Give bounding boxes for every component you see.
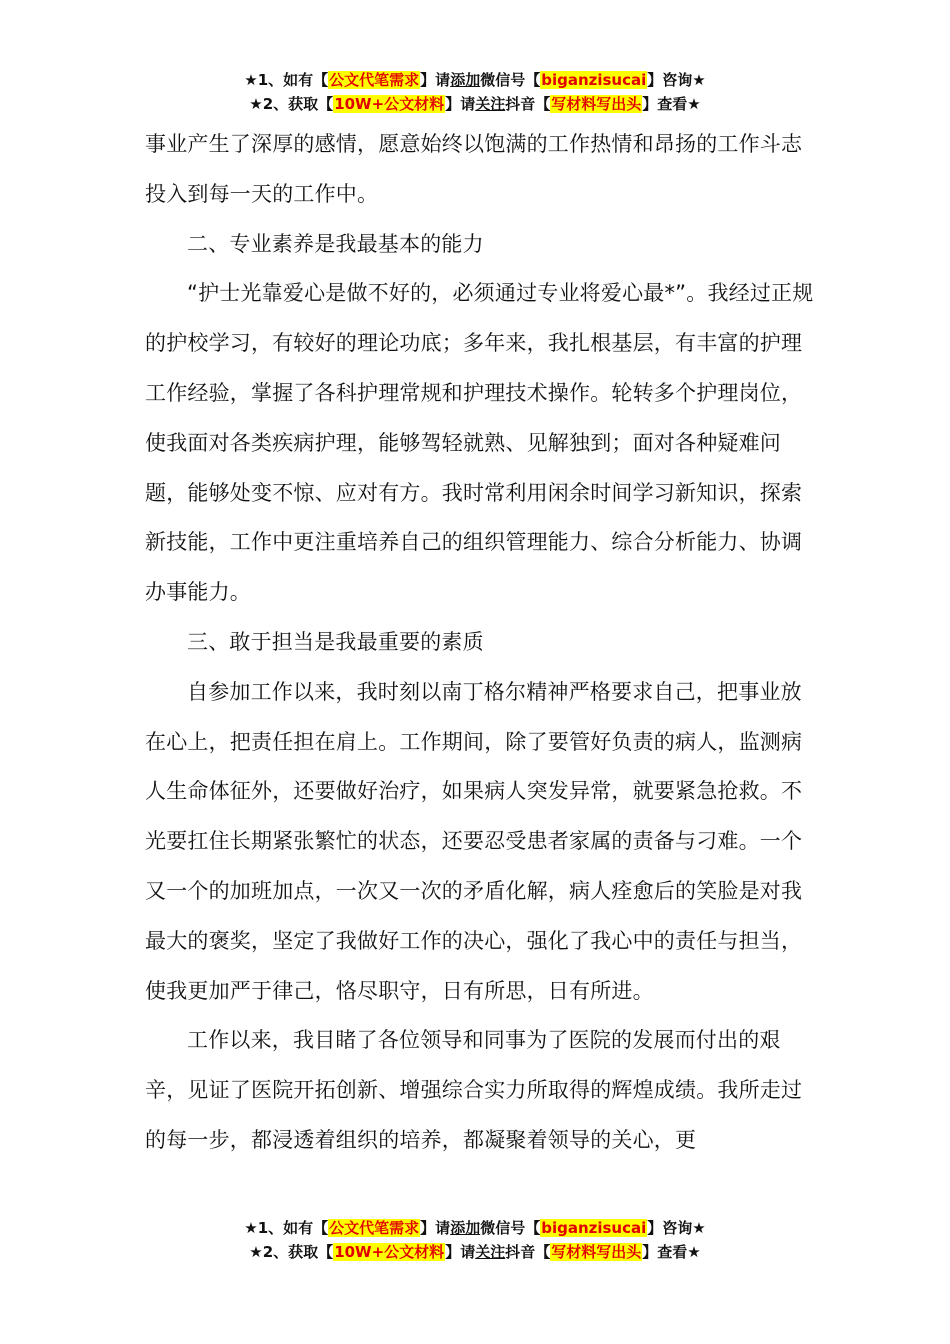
banner-text: 抖音【 bbox=[505, 95, 551, 113]
banner-text: 】咨询★ bbox=[647, 71, 706, 89]
banner-highlight: 写材料写出头 bbox=[551, 95, 642, 113]
banner-text: 】查看★ bbox=[642, 95, 701, 113]
banner-text: 微信号【 bbox=[480, 1219, 541, 1237]
banner-highlight: 公文代笔需求 bbox=[329, 1219, 420, 1237]
paragraph-1: 事业产生了深厚的感情，愿意始终以饱满的工作热情和昂扬的工作斗志投入到每一天的工作中。 bbox=[145, 132, 803, 206]
banner-text: 微信号【 bbox=[480, 71, 541, 89]
paragraph-3: 自参加工作以来，我时刻以南丁格尔精神严格要求自己，把事业放在心上，把责任担在肩上。工作期间，除了要管好负责的病人，监测病人生命体征外，还要做好治疗，如果病人突发异常，就要紧急抢救。不光要扛住长期紧张繁忙的状态，还要忍受患者家属的责备与刁难。一个又一个的加班加点，一次又一次的矛盾化解，病人痊愈后的笑脸是对我最大的褒奖，坚定了我做好工作的决心，强化了我心中的责任与担当，使我更加严于律己，恪尽职守，日有所思，日有所进。 bbox=[145, 679, 803, 1003]
banner-text: 】查看★ bbox=[642, 1243, 701, 1261]
paragraph-2: “护士光靠爱心是做不好的，必须通过专业将爱心最*”。我经过正规的护校学习，有较好的理论功底；多年来，我扎根基层，有丰富的护理工作经验，掌握了各科护理常规和护理技术操作。轮转多个护理岗位，使我面对各类疾病护理，能够驾轻就熟、见解独到；面对各种疑难问题，能够处变不惊、应对有方。我时常利用闲余时间学习新知识，探索新技能，工作中更注重培养自己的组织管理能力、综合分析能力、协调办事能力。 bbox=[145, 281, 814, 605]
footer-banner bbox=[0, 1216, 950, 1264]
banner-text: ★2、获取【 bbox=[249, 1243, 334, 1261]
banner-emphasis: 添加 bbox=[450, 1219, 481, 1237]
banner-text: ★2、获取【 bbox=[249, 95, 334, 113]
header-banner bbox=[0, 68, 950, 116]
banner-text: 】请 bbox=[420, 1219, 451, 1237]
banner-emphasis: 关注 bbox=[475, 95, 506, 113]
banner-line-1 bbox=[0, 68, 950, 92]
banner-emphasis: 关注 bbox=[475, 1243, 506, 1261]
document-body bbox=[145, 120, 815, 1166]
section-heading-2: 二、专业素养是我最基本的能力 bbox=[187, 231, 484, 256]
banner-highlight: biganzisucai bbox=[541, 1219, 647, 1237]
banner-emphasis: 添加 bbox=[450, 71, 481, 89]
banner-text: 】咨询★ bbox=[647, 1219, 706, 1237]
banner-highlight: 写材料写出头 bbox=[551, 1243, 642, 1261]
banner-line-1 bbox=[0, 1216, 950, 1240]
banner-highlight: 10W+公文材料 bbox=[334, 1243, 445, 1261]
banner-text: 抖音【 bbox=[505, 1243, 551, 1261]
banner-line-2 bbox=[0, 92, 950, 116]
banner-text: ★1、如有【 bbox=[244, 71, 329, 89]
banner-line-2 bbox=[0, 1240, 950, 1264]
banner-highlight: biganzisucai bbox=[541, 71, 647, 89]
banner-text: 】请 bbox=[445, 95, 476, 113]
banner-text: 】请 bbox=[445, 1243, 476, 1261]
banner-highlight: 10W+公文材料 bbox=[334, 95, 445, 113]
section-heading-3: 三、敢于担当是我最重要的素质 bbox=[187, 629, 484, 654]
paragraph-4: 工作以来，我目睹了各位领导和同事为了医院的发展而付出的艰辛，见证了医院开拓创新、增强综合实力所取得的辉煌成绩。我所走过的每一步，都浸透着组织的培养，都凝聚着领导的关心，更 bbox=[145, 1028, 803, 1152]
banner-highlight: 公文代笔需求 bbox=[329, 71, 420, 89]
banner-text: 】请 bbox=[420, 71, 451, 89]
banner-text: ★1、如有【 bbox=[244, 1219, 329, 1237]
